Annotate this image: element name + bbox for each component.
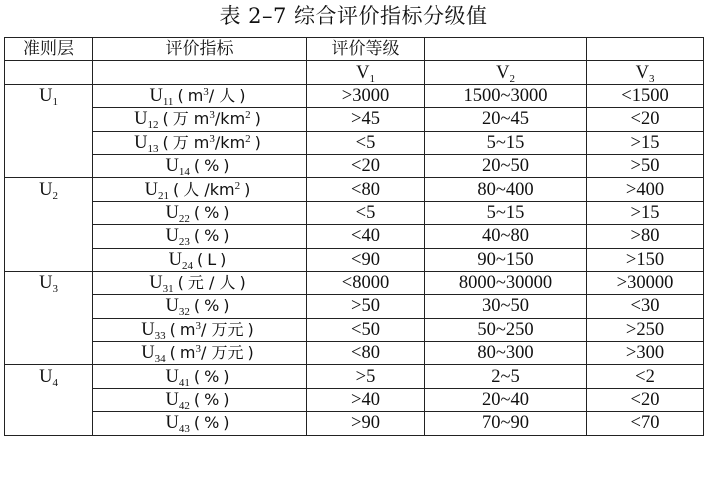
subheader-row: [5, 61, 704, 84]
grade-v1-cell: <8000: [307, 271, 425, 294]
grade-v2-cell: 80~400: [425, 178, 587, 201]
layer-cell: [5, 225, 93, 248]
indicator-cell: $U_{11}$ ( $m^3/$ 人 ): [93, 84, 307, 107]
grade-v1-cell: >3000: [307, 84, 425, 107]
layer-cell: [5, 295, 93, 318]
grade-v2-cell: 2~5: [425, 365, 587, 388]
indicator-cell: $U_{23}$ ( % ): [93, 225, 307, 248]
grade-v2-cell: 40~80: [425, 225, 587, 248]
subheader-empty: [93, 61, 307, 84]
grade-v1-cell: >5: [307, 365, 425, 388]
grade-v2-cell: 20~40: [425, 388, 587, 411]
grade-v2-cell: 8000~30000: [425, 271, 587, 294]
grade-v1-cell: <5: [307, 201, 425, 224]
grade-v1-cell: <80: [307, 342, 425, 365]
grade-v1-cell: <40: [307, 225, 425, 248]
grade-v3-cell: <1500: [587, 84, 704, 107]
grade-v1-cell: <90: [307, 248, 425, 271]
layer-cell: [5, 388, 93, 411]
indicator-cell: $U_{31}$ ( 元 / 人 ): [93, 271, 307, 294]
header-v3: $V_3$: [587, 61, 704, 84]
indicator-cell: $U_{32}$ ( % ): [93, 295, 307, 318]
table-row: [5, 342, 704, 365]
grade-v3-cell: >50: [587, 154, 704, 177]
grade-v3-cell: >250: [587, 318, 704, 341]
table-row: [5, 271, 704, 294]
grade-v2-cell: 80~300: [425, 342, 587, 365]
grade-v1-cell: <5: [307, 131, 425, 154]
layer-cell: $U_3$: [5, 271, 93, 294]
grade-v3-cell: <30: [587, 295, 704, 318]
table-row: [5, 295, 704, 318]
grade-v2-cell: 30~50: [425, 295, 587, 318]
table-row: [5, 365, 704, 388]
header-v1: $V_1$: [307, 61, 425, 84]
grade-v3-cell: <2: [587, 365, 704, 388]
grade-v1-cell: >90: [307, 412, 425, 435]
layer-cell: [5, 412, 93, 435]
grade-v1-cell: <20: [307, 154, 425, 177]
grade-v2-cell: 20~50: [425, 154, 587, 177]
grade-v3-cell: >15: [587, 201, 704, 224]
table-row: [5, 201, 704, 224]
table-row: [5, 412, 704, 435]
indicator-cell: $U_{14}$ ( % ): [93, 154, 307, 177]
header-empty: [425, 38, 587, 61]
layer-cell: $U_4$: [5, 365, 93, 388]
grade-v1-cell: >45: [307, 108, 425, 131]
indicator-cell: $U_{34}$ ( $m^3/$ 万元 ): [93, 342, 307, 365]
header-v2: $V_2$: [425, 61, 587, 84]
table-row: [5, 178, 704, 201]
indicator-cell: $U_{13}$ ( 万 $m^3/km^2$ ): [93, 131, 307, 154]
grade-v3-cell: >30000: [587, 271, 704, 294]
layer-cell: [5, 318, 93, 341]
grade-v3-cell: >80: [587, 225, 704, 248]
indicator-cell: $U_{33}$ ( $m^3/$ 万元 ): [93, 318, 307, 341]
table-row: [5, 131, 704, 154]
grade-v3-cell: <70: [587, 412, 704, 435]
header-layer: 准则层: [5, 38, 93, 61]
indicator-cell: $U_{24}$ ( L ): [93, 248, 307, 271]
grade-v1-cell: >50: [307, 295, 425, 318]
grade-v3-cell: >150: [587, 248, 704, 271]
header-indicator: 评价指标: [93, 38, 307, 61]
indicator-cell: $U_{22}$ ( % ): [93, 201, 307, 224]
indicator-cell: $U_{42}$ ( % ): [93, 388, 307, 411]
grade-v3-cell: <20: [587, 108, 704, 131]
grade-v2-cell: 50~250: [425, 318, 587, 341]
table-row: [5, 84, 704, 107]
table-row: [5, 154, 704, 177]
grade-v2-cell: 70~90: [425, 412, 587, 435]
layer-cell: [5, 342, 93, 365]
layer-cell: [5, 201, 93, 224]
table-row: [5, 248, 704, 271]
layer-cell: $U_2$: [5, 178, 93, 201]
grade-v2-cell: 5~15: [425, 201, 587, 224]
indicator-cell: $U_{21}$ ( 人 $/km^2$ ): [93, 178, 307, 201]
grade-v3-cell: >400: [587, 178, 704, 201]
table-caption: 表 2–7 综合评价指标分级值: [219, 4, 488, 28]
grade-v1-cell: <50: [307, 318, 425, 341]
grade-v2-cell: 5~15: [425, 131, 587, 154]
layer-cell: $U_1$: [5, 84, 93, 107]
grade-v1-cell: <80: [307, 178, 425, 201]
table-row: [5, 388, 704, 411]
header-row: [5, 38, 704, 61]
layer-cell: [5, 108, 93, 131]
grade-v3-cell: >300: [587, 342, 704, 365]
table-row: [5, 108, 704, 131]
layer-cell: [5, 248, 93, 271]
grade-v2-cell: 20~45: [425, 108, 587, 131]
layer-cell: [5, 154, 93, 177]
indicator-cell: $U_{43}$ ( % ): [93, 412, 307, 435]
grade-v2-cell: 1500~3000: [425, 84, 587, 107]
grade-v2-cell: 90~150: [425, 248, 587, 271]
indicator-cell: $U_{41}$ ( % ): [93, 365, 307, 388]
grade-v1-cell: >40: [307, 388, 425, 411]
grade-v3-cell: >15: [587, 131, 704, 154]
header-empty: [587, 38, 704, 61]
subheader-empty: [5, 61, 93, 84]
header-grade: 评价等级: [307, 38, 425, 61]
grading-table: [4, 37, 704, 436]
table-row: [5, 318, 704, 341]
table-row: [5, 225, 704, 248]
layer-cell: [5, 131, 93, 154]
indicator-cell: $U_{12}$ ( 万 $m^3/km^2$ ): [93, 108, 307, 131]
grade-v3-cell: <20: [587, 388, 704, 411]
